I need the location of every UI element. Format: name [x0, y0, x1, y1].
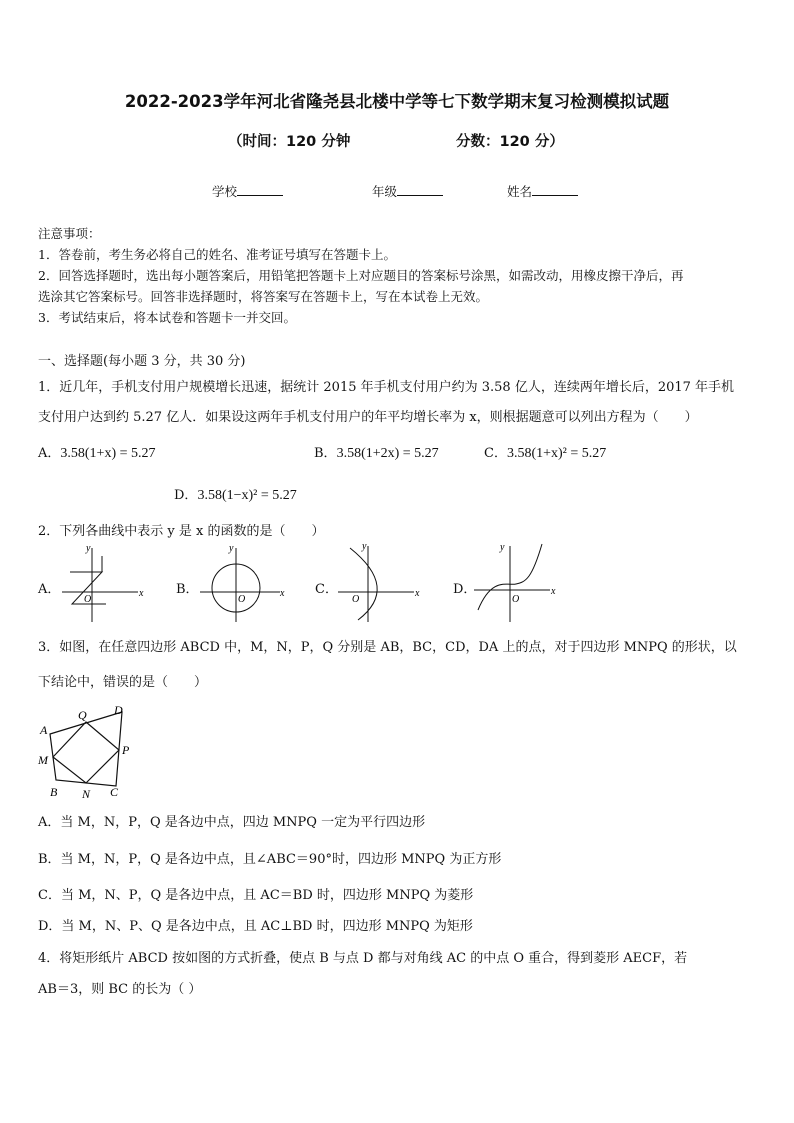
q3-label-m: M [38, 753, 48, 767]
note-2b: 选涂其它答案标号。回答非选择题时，将答案写在答题卡上，写在本试卷上无效。 [38, 289, 489, 304]
q3-option-b[interactable]: B．当 M，N，P，Q 是各边中点，且∠ABC＝90°时，四边形 MNPQ 为正方形 [38, 852, 502, 867]
q2-option-d-label[interactable]: D． [453, 582, 477, 597]
q3-label-p: P [122, 743, 130, 757]
q3-line2: 下结论中，错误的是（ ） [38, 675, 208, 690]
q3-figure [36, 700, 140, 802]
q2b-x-label: x [280, 588, 285, 599]
q3-label-c: C [110, 785, 119, 799]
q3-line1: 3．如图，在任意四边形 ABCD 中，M，N，P，Q 分别是 AB，BC，CD，DA 上的点，对于四边形 MNPQ 的形状，以 [38, 640, 737, 655]
q1-line2: 支付用户达到约 5.27 亿人．如果设这两年手机支付用户的年平均增长率为 x，则根据题意可以列出方程为（ ） [38, 410, 698, 425]
note-3: 3．考试结束后，将本试卷和答题卡一并交回。 [38, 310, 296, 325]
q1-option-a[interactable]: A．3.58(1+x) = 5.27 [38, 446, 156, 461]
q3-label-b: B [50, 785, 58, 799]
q3-label-n: N [82, 787, 91, 801]
q1-option-d[interactable]: D．3.58(1−x)² = 5.27 [174, 488, 297, 503]
q2c-y-label: y [362, 541, 367, 552]
q3-label-a: A [40, 723, 48, 737]
q3-label-d: D [114, 703, 123, 717]
school-label: 学校 [212, 184, 238, 199]
q4-line2: AB＝3，则 BC 的长为（ ） [38, 982, 202, 997]
q2a-y-label: y [86, 543, 91, 554]
page-title: 2022-2023学年河北省隆尧县北楼中学等七下数学期末复习检测模拟试题 [124, 92, 670, 111]
q2a-origin: O [84, 594, 92, 605]
q2b-origin: O [238, 594, 246, 605]
q1-option-d-formula: 3.58(1−x)² = 5.27 [197, 488, 297, 503]
q2-option-b-label[interactable]: B． [176, 582, 199, 597]
note-1: 1．答卷前，考生务必将自己的姓名、准考证号填写在答题卡上。 [38, 247, 396, 262]
exam-time: （时间：120 分钟 [228, 134, 351, 150]
q2-graph-b[interactable] [200, 542, 286, 624]
q2c-origin: O [352, 594, 360, 605]
name-field[interactable] [507, 182, 578, 200]
q3-option-a[interactable]: A．当 M，N，P，Q 是各边中点，四边 MNPQ 一定为平行四边形 [38, 815, 426, 830]
q3-option-d[interactable]: D．当 M，N、P、Q 是各边中点，且 AC⊥BD 时，四边形 MNPQ 为矩形 [38, 919, 473, 934]
name-label: 姓名 [507, 184, 533, 199]
q2-graph-c[interactable] [338, 540, 422, 624]
q1-option-c-formula: 3.58(1+x)² = 5.27 [506, 446, 607, 461]
q1-option-c[interactable]: C．3.58(1+x)² = 5.27 [484, 446, 607, 461]
q3-label-q: Q [78, 708, 87, 722]
section-heading: 一、选择题(每小题 3 分，共 30 分) [38, 354, 246, 369]
q2d-origin: O [512, 594, 520, 605]
q2-graph-d[interactable] [474, 540, 558, 624]
note-2a: 2．回答选择题时，选出每小题答案后，用铅笔把答题卡上对应题目的答案标号涂黑，如需改动，用橡皮擦干净后，再 [38, 268, 684, 283]
q1-option-b[interactable]: B．3.58(1+2x) = 5.27 [314, 446, 439, 461]
exam-score: 分数：120 分） [456, 134, 564, 150]
q2c-x-label: x [415, 588, 420, 599]
q2-option-c-label[interactable]: C． [315, 582, 338, 597]
notes-heading: 注意事项： [38, 226, 101, 241]
q2d-x-label: x [551, 586, 556, 597]
q2d-y-label: y [500, 542, 505, 553]
q2b-y-label: y [229, 543, 234, 554]
grade-label: 年级 [372, 184, 398, 199]
q2a-x-label: x [139, 588, 144, 599]
grade-field[interactable] [372, 182, 443, 200]
q1-option-b-formula: 3.58(1+2x) = 5.27 [336, 446, 439, 461]
school-field[interactable] [212, 182, 283, 200]
q1-option-a-formula: 3.58(1+x) = 5.27 [60, 446, 156, 461]
q1-line1: 1．近几年，手机支付用户规模增长迅速，据统计 2015 年手机支付用户约为 3.58 亿人，连续两年增长后，2017 年手机 [38, 380, 735, 395]
q3-option-c[interactable]: C．当 M，N、P，Q 是各边中点，且 AC＝BD 时，四边形 MNPQ 为菱形 [38, 888, 474, 903]
q2-stem: 2．下列各曲线中表示 y 是 x 的函数的是（ ） [38, 524, 325, 539]
q4-line1: 4．将矩形纸片 ABCD 按如图的方式折叠，使点 B 与点 D 都与对角线 AC 的中点 O 重合，得到菱形 AECF，若 [38, 951, 688, 966]
q2-graph-a[interactable] [62, 542, 146, 624]
q2-option-a-label[interactable]: A． [38, 582, 61, 597]
